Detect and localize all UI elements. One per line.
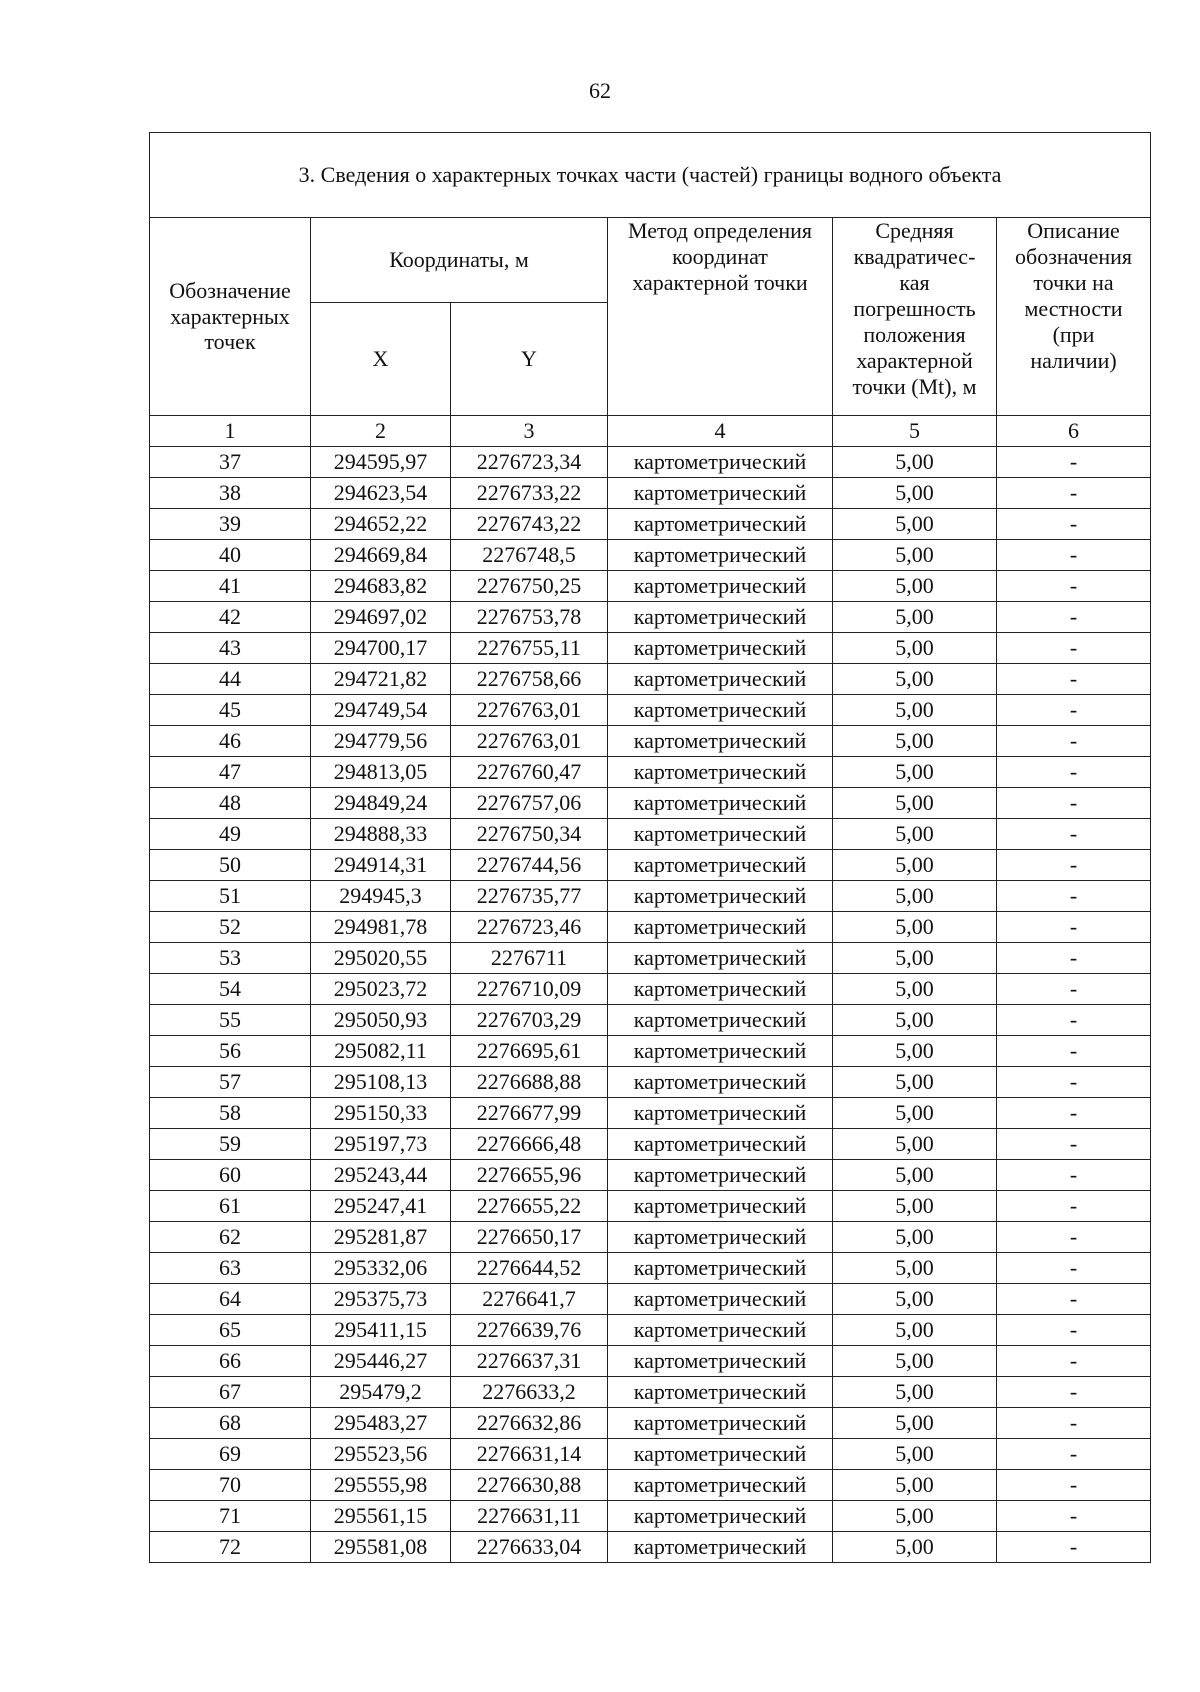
method-cell: картометрический	[608, 1377, 833, 1408]
point-id-cell: 65	[150, 1315, 311, 1346]
coord-x-cell: 294945,3	[311, 881, 451, 912]
column-number: 2	[311, 416, 451, 447]
method-cell: картометрический	[608, 1470, 833, 1501]
mean-error-cell: 5,00	[833, 1160, 997, 1191]
point-id-cell: 47	[150, 757, 311, 788]
mean-error-cell: 5,00	[833, 974, 997, 1005]
coord-x-cell: 295020,55	[311, 943, 451, 974]
table-row	[150, 943, 1151, 974]
point-id-cell: 69	[150, 1439, 311, 1470]
mean-error-cell: 5,00	[833, 1532, 997, 1563]
point-id-cell: 46	[150, 726, 311, 757]
coord-y-cell: 2276750,34	[451, 819, 608, 850]
header-coordinates: Координаты, м	[311, 218, 608, 303]
method-cell: картометрический	[608, 509, 833, 540]
coord-y-cell: 2276695,61	[451, 1036, 608, 1067]
table-row	[150, 540, 1151, 571]
method-cell: картометрический	[608, 850, 833, 881]
point-id-cell: 59	[150, 1129, 311, 1160]
table-row	[150, 1191, 1151, 1222]
point-id-cell: 67	[150, 1377, 311, 1408]
mean-error-cell: 5,00	[833, 757, 997, 788]
coord-x-cell: 295523,56	[311, 1439, 451, 1470]
description-cell: -	[997, 447, 1151, 478]
description-cell: -	[997, 757, 1151, 788]
point-id-cell: 72	[150, 1532, 311, 1563]
coord-x-cell: 295555,98	[311, 1470, 451, 1501]
coord-y-cell: 2276757,06	[451, 788, 608, 819]
mean-error-cell: 5,00	[833, 602, 997, 633]
mean-error-cell: 5,00	[833, 1253, 997, 1284]
coord-x-cell: 294813,05	[311, 757, 451, 788]
coord-y-cell: 2276755,11	[451, 633, 608, 664]
description-cell: -	[997, 850, 1151, 881]
coord-x-cell: 294721,82	[311, 664, 451, 695]
method-cell: картометрический	[608, 1005, 833, 1036]
header-designation: Обозначение характерных точек	[150, 218, 311, 416]
method-cell: картометрический	[608, 1532, 833, 1563]
coord-y-cell: 2276735,77	[451, 881, 608, 912]
table-row	[150, 1036, 1151, 1067]
table-row	[150, 1284, 1151, 1315]
description-cell: -	[997, 974, 1151, 1005]
coord-x-cell: 294779,56	[311, 726, 451, 757]
mean-error-cell: 5,00	[833, 819, 997, 850]
point-id-cell: 68	[150, 1408, 311, 1439]
mean-error-cell: 5,00	[833, 447, 997, 478]
coord-y-cell: 2276655,96	[451, 1160, 608, 1191]
mean-error-cell: 5,00	[833, 695, 997, 726]
coord-y-cell: 2276631,11	[451, 1501, 608, 1532]
method-cell: картометрический	[608, 478, 833, 509]
mean-error-cell: 5,00	[833, 1129, 997, 1160]
coord-y-cell: 2276637,31	[451, 1346, 608, 1377]
description-cell: -	[997, 1284, 1151, 1315]
method-cell: картометрический	[608, 571, 833, 602]
mean-error-cell: 5,00	[833, 1439, 997, 1470]
coord-x-cell: 295581,08	[311, 1532, 451, 1563]
coord-x-cell: 294981,78	[311, 912, 451, 943]
method-cell: картометрический	[608, 1098, 833, 1129]
coord-y-cell: 2276733,22	[451, 478, 608, 509]
point-id-cell: 51	[150, 881, 311, 912]
table-row	[150, 664, 1151, 695]
coord-x-cell: 295197,73	[311, 1129, 451, 1160]
table-row	[150, 1501, 1151, 1532]
mean-error-cell: 5,00	[833, 1377, 997, 1408]
coord-y-cell: 2276748,5	[451, 540, 608, 571]
method-cell: картометрический	[608, 788, 833, 819]
method-cell: картометрический	[608, 1315, 833, 1346]
point-id-cell: 38	[150, 478, 311, 509]
coord-y-cell: 2276644,52	[451, 1253, 608, 1284]
coord-x-cell: 295281,87	[311, 1222, 451, 1253]
mean-error-cell: 5,00	[833, 1284, 997, 1315]
description-cell: -	[997, 602, 1151, 633]
coord-x-cell: 294652,22	[311, 509, 451, 540]
mean-error-cell: 5,00	[833, 850, 997, 881]
boundary-points-table	[149, 132, 1151, 1563]
table-row	[150, 1346, 1151, 1377]
coord-x-cell: 294595,97	[311, 447, 451, 478]
point-id-cell: 43	[150, 633, 311, 664]
method-cell: картометрический	[608, 1408, 833, 1439]
point-id-cell: 57	[150, 1067, 311, 1098]
coord-x-cell: 294683,82	[311, 571, 451, 602]
table-row	[150, 1470, 1151, 1501]
table-row	[150, 850, 1151, 881]
method-cell: картометрический	[608, 602, 833, 633]
table-row	[150, 447, 1151, 478]
point-id-cell: 48	[150, 788, 311, 819]
coord-y-cell: 2276641,7	[451, 1284, 608, 1315]
point-id-cell: 55	[150, 1005, 311, 1036]
coord-y-cell: 2276711	[451, 943, 608, 974]
point-id-cell: 50	[150, 850, 311, 881]
point-id-cell: 71	[150, 1501, 311, 1532]
description-cell: -	[997, 788, 1151, 819]
coord-x-cell: 295023,72	[311, 974, 451, 1005]
description-cell: -	[997, 1408, 1151, 1439]
coord-x-cell: 294669,84	[311, 540, 451, 571]
table-row	[150, 509, 1151, 540]
method-cell: картометрический	[608, 974, 833, 1005]
column-number: 6	[997, 416, 1151, 447]
point-id-cell: 62	[150, 1222, 311, 1253]
mean-error-cell: 5,00	[833, 1501, 997, 1532]
column-number: 5	[833, 416, 997, 447]
coord-x-cell: 295082,11	[311, 1036, 451, 1067]
mean-error-cell: 5,00	[833, 726, 997, 757]
method-cell: картометрический	[608, 757, 833, 788]
coord-y-cell: 2276633,2	[451, 1377, 608, 1408]
table-row	[150, 571, 1151, 602]
mean-error-cell: 5,00	[833, 1315, 997, 1346]
mean-error-cell: 5,00	[833, 943, 997, 974]
description-cell: -	[997, 571, 1151, 602]
description-cell: -	[997, 540, 1151, 571]
mean-error-cell: 5,00	[833, 1067, 997, 1098]
coord-y-cell: 2276760,47	[451, 757, 608, 788]
table-row	[150, 1067, 1151, 1098]
point-id-cell: 41	[150, 571, 311, 602]
column-number: 3	[451, 416, 608, 447]
header-y: Y	[451, 303, 608, 416]
description-cell: -	[997, 1253, 1151, 1284]
table-row	[150, 1222, 1151, 1253]
coord-y-cell: 2276632,86	[451, 1408, 608, 1439]
method-cell: картометрический	[608, 1067, 833, 1098]
point-id-cell: 39	[150, 509, 311, 540]
coord-y-cell: 2276655,22	[451, 1191, 608, 1222]
coord-y-cell: 2276703,29	[451, 1005, 608, 1036]
point-id-cell: 60	[150, 1160, 311, 1191]
table-row	[150, 602, 1151, 633]
mean-error-cell: 5,00	[833, 1098, 997, 1129]
coord-x-cell: 294697,02	[311, 602, 451, 633]
coord-x-cell: 294849,24	[311, 788, 451, 819]
method-cell: картометрический	[608, 881, 833, 912]
table-row	[150, 1439, 1151, 1470]
description-cell: -	[997, 1036, 1151, 1067]
table-row	[150, 757, 1151, 788]
coord-x-cell: 295561,15	[311, 1501, 451, 1532]
method-cell: картометрический	[608, 1191, 833, 1222]
point-id-cell: 61	[150, 1191, 311, 1222]
table-row	[150, 1377, 1151, 1408]
mean-error-cell: 5,00	[833, 1222, 997, 1253]
description-cell: -	[997, 1532, 1151, 1563]
point-id-cell: 54	[150, 974, 311, 1005]
table-row	[150, 1253, 1151, 1284]
mean-error-cell: 5,00	[833, 1470, 997, 1501]
description-cell: -	[997, 1470, 1151, 1501]
description-cell: -	[997, 881, 1151, 912]
coord-y-cell: 2276753,78	[451, 602, 608, 633]
description-cell: -	[997, 633, 1151, 664]
point-id-cell: 40	[150, 540, 311, 571]
description-cell: -	[997, 1098, 1151, 1129]
coord-x-cell: 294623,54	[311, 478, 451, 509]
coord-y-cell: 2276639,76	[451, 1315, 608, 1346]
method-cell: картометрический	[608, 1160, 833, 1191]
table-row	[150, 788, 1151, 819]
table-row	[150, 1408, 1151, 1439]
mean-error-cell: 5,00	[833, 1036, 997, 1067]
coord-x-cell: 295483,27	[311, 1408, 451, 1439]
description-cell: -	[997, 912, 1151, 943]
mean-error-cell: 5,00	[833, 1346, 997, 1377]
coord-y-cell: 2276763,01	[451, 695, 608, 726]
mean-error-cell: 5,00	[833, 1191, 997, 1222]
table-row	[150, 974, 1151, 1005]
coord-x-cell: 295375,73	[311, 1284, 451, 1315]
method-cell: картометрический	[608, 1222, 833, 1253]
table-title: 3. Сведения о характерных точках части (частей) границы водного объекта	[150, 133, 1151, 218]
header-method: Метод определения координат характерной точки	[608, 218, 833, 416]
coord-x-cell: 295247,41	[311, 1191, 451, 1222]
point-id-cell: 45	[150, 695, 311, 726]
mean-error-cell: 5,00	[833, 540, 997, 571]
description-cell: -	[997, 726, 1151, 757]
method-cell: картометрический	[608, 1439, 833, 1470]
description-cell: -	[997, 1129, 1151, 1160]
coord-y-cell: 2276750,25	[451, 571, 608, 602]
header-x: X	[311, 303, 451, 416]
mean-error-cell: 5,00	[833, 664, 997, 695]
table-row	[150, 633, 1151, 664]
method-cell: картометрический	[608, 1501, 833, 1532]
description-cell: -	[997, 943, 1151, 974]
coord-y-cell: 2276630,88	[451, 1470, 608, 1501]
table-row	[150, 912, 1151, 943]
description-cell: -	[997, 819, 1151, 850]
coord-y-cell: 2276633,04	[451, 1532, 608, 1563]
method-cell: картометрический	[608, 695, 833, 726]
point-id-cell: 56	[150, 1036, 311, 1067]
coord-x-cell: 295243,44	[311, 1160, 451, 1191]
point-id-cell: 37	[150, 447, 311, 478]
coord-x-cell: 295479,2	[311, 1377, 451, 1408]
table-row	[150, 1160, 1151, 1191]
header-error: Средняя квадратичес- кая погрешность положения характерной точки (Mt), м	[833, 218, 997, 416]
method-cell: картометрический	[608, 912, 833, 943]
coord-y-cell: 2276688,88	[451, 1067, 608, 1098]
table-row	[150, 726, 1151, 757]
point-id-cell: 66	[150, 1346, 311, 1377]
method-cell: картометрический	[608, 1036, 833, 1067]
coord-y-cell: 2276743,22	[451, 509, 608, 540]
point-id-cell: 70	[150, 1470, 311, 1501]
description-cell: -	[997, 1439, 1151, 1470]
point-id-cell: 44	[150, 664, 311, 695]
mean-error-cell: 5,00	[833, 1005, 997, 1036]
coord-y-cell: 2276650,17	[451, 1222, 608, 1253]
method-cell: картометрический	[608, 1253, 833, 1284]
coord-x-cell: 295446,27	[311, 1346, 451, 1377]
coord-y-cell: 2276677,99	[451, 1098, 608, 1129]
description-cell: -	[997, 1191, 1151, 1222]
description-cell: -	[997, 1315, 1151, 1346]
coord-y-cell: 2276744,56	[451, 850, 608, 881]
method-cell: картометрический	[608, 1129, 833, 1160]
coord-y-cell: 2276710,09	[451, 974, 608, 1005]
coord-x-cell: 295150,33	[311, 1098, 451, 1129]
description-cell: -	[997, 695, 1151, 726]
table-row	[150, 819, 1151, 850]
method-cell: картометрический	[608, 447, 833, 478]
method-cell: картометрический	[608, 819, 833, 850]
description-cell: -	[997, 664, 1151, 695]
coord-y-cell: 2276666,48	[451, 1129, 608, 1160]
method-cell: картометрический	[608, 633, 833, 664]
point-id-cell: 64	[150, 1284, 311, 1315]
coord-x-cell: 295108,13	[311, 1067, 451, 1098]
description-cell: -	[997, 1160, 1151, 1191]
table-row	[150, 1129, 1151, 1160]
coord-y-cell: 2276763,01	[451, 726, 608, 757]
description-cell: -	[997, 1501, 1151, 1532]
coord-x-cell: 295332,06	[311, 1253, 451, 1284]
description-cell: -	[997, 1067, 1151, 1098]
description-cell: -	[997, 1005, 1151, 1036]
table-row	[150, 1315, 1151, 1346]
point-id-cell: 52	[150, 912, 311, 943]
coord-x-cell: 294914,31	[311, 850, 451, 881]
page-number: 62	[589, 78, 611, 103]
point-id-cell: 53	[150, 943, 311, 974]
mean-error-cell: 5,00	[833, 509, 997, 540]
table-row	[150, 695, 1151, 726]
description-cell: -	[997, 1222, 1151, 1253]
column-number: 1	[150, 416, 311, 447]
table-row	[150, 478, 1151, 509]
point-id-cell: 58	[150, 1098, 311, 1129]
method-cell: картометрический	[608, 1346, 833, 1377]
method-cell: картометрический	[608, 1284, 833, 1315]
coord-y-cell: 2276723,46	[451, 912, 608, 943]
mean-error-cell: 5,00	[833, 1408, 997, 1439]
description-cell: -	[997, 509, 1151, 540]
table-row	[150, 1005, 1151, 1036]
method-cell: картометрический	[608, 726, 833, 757]
coord-y-cell: 2276723,34	[451, 447, 608, 478]
coord-x-cell: 295050,93	[311, 1005, 451, 1036]
coord-y-cell: 2276758,66	[451, 664, 608, 695]
table-row	[150, 1532, 1151, 1563]
method-cell: картометрический	[608, 943, 833, 974]
mean-error-cell: 5,00	[833, 881, 997, 912]
description-cell: -	[997, 1346, 1151, 1377]
description-cell: -	[997, 1377, 1151, 1408]
header-description: Описание обозначения точки на местности (при наличии)	[997, 218, 1151, 416]
table-row	[150, 881, 1151, 912]
mean-error-cell: 5,00	[833, 478, 997, 509]
mean-error-cell: 5,00	[833, 633, 997, 664]
description-cell: -	[997, 478, 1151, 509]
coord-x-cell: 295411,15	[311, 1315, 451, 1346]
coord-x-cell: 294888,33	[311, 819, 451, 850]
method-cell: картометрический	[608, 540, 833, 571]
mean-error-cell: 5,00	[833, 788, 997, 819]
coord-x-cell: 294749,54	[311, 695, 451, 726]
mean-error-cell: 5,00	[833, 571, 997, 602]
method-cell: картометрический	[608, 664, 833, 695]
mean-error-cell: 5,00	[833, 912, 997, 943]
column-number: 4	[608, 416, 833, 447]
point-id-cell: 42	[150, 602, 311, 633]
column-numbers-row	[150, 416, 1151, 447]
point-id-cell: 49	[150, 819, 311, 850]
table-row	[150, 1098, 1151, 1129]
coord-x-cell: 294700,17	[311, 633, 451, 664]
point-id-cell: 63	[150, 1253, 311, 1284]
coord-y-cell: 2276631,14	[451, 1439, 608, 1470]
